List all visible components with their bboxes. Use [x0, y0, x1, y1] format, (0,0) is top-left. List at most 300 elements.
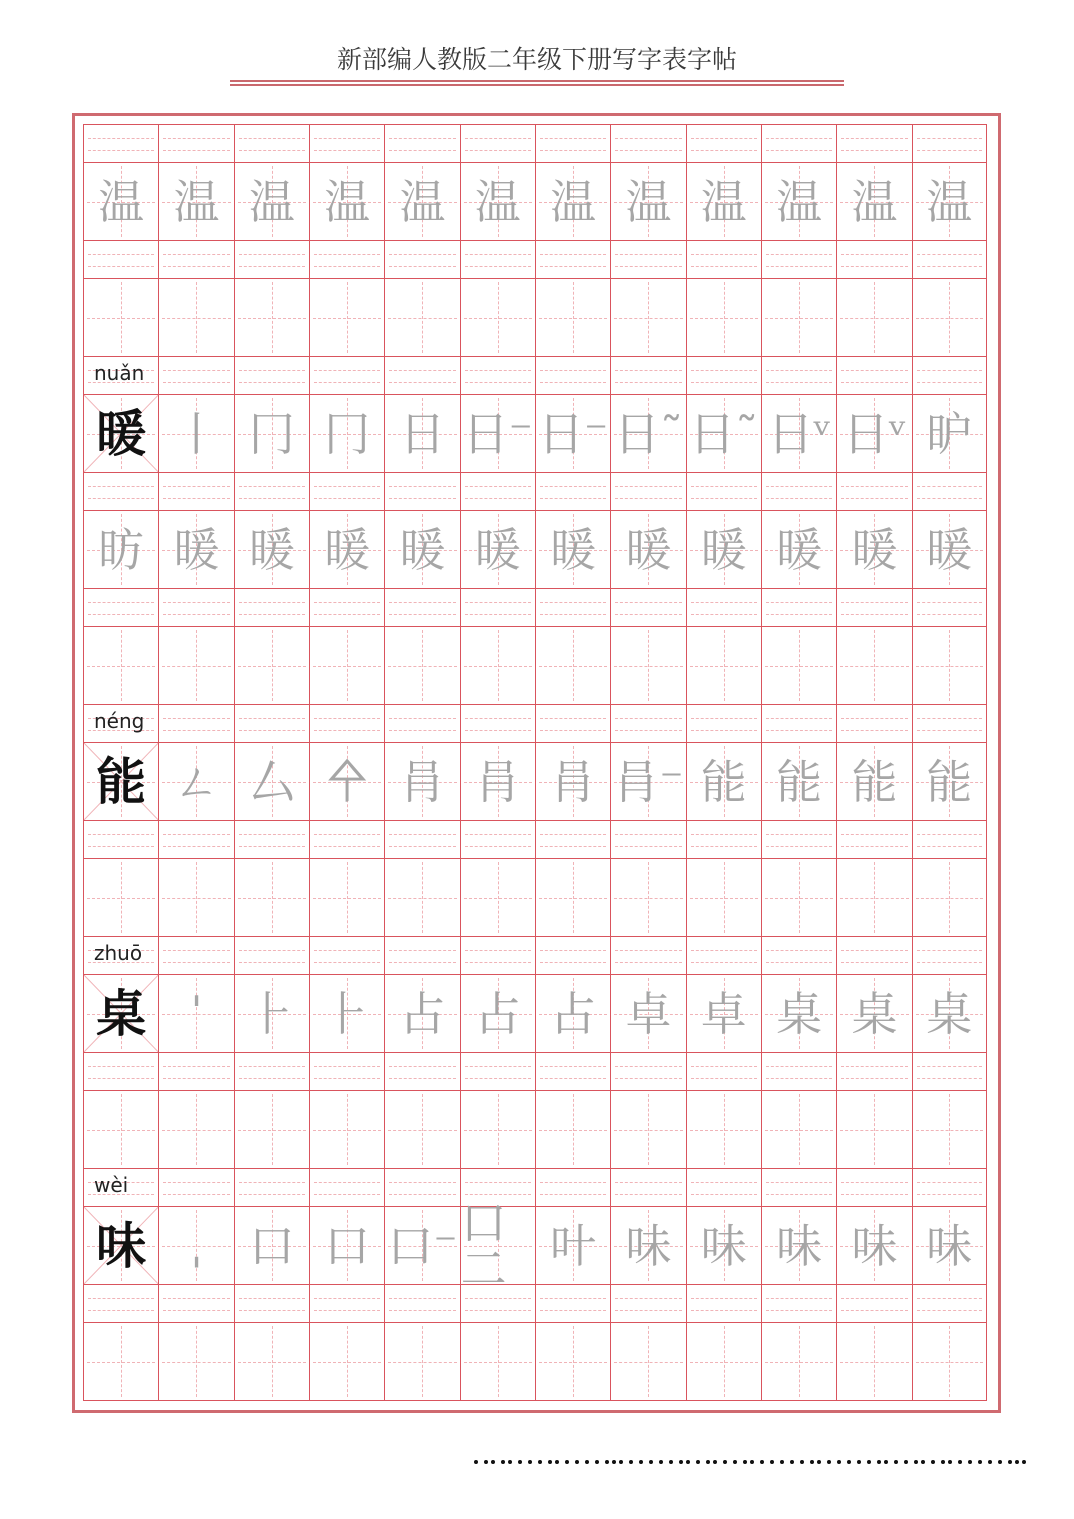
stroke-step-character: 占	[550, 986, 597, 1041]
pinyin-cell	[535, 357, 610, 394]
tianzige-cell	[535, 1323, 610, 1400]
stroke-step-character: ˈ	[190, 986, 203, 1041]
tianzige-cell	[309, 627, 384, 704]
tianzige-cell	[686, 859, 761, 936]
trace-character: 暖	[173, 522, 220, 577]
stroke-step-character: 口	[248, 1218, 295, 1273]
character-row	[83, 1322, 987, 1400]
pinyin-cell	[83, 589, 158, 626]
stroke-step-character: 味	[851, 1218, 898, 1273]
pinyin-cell	[158, 1285, 233, 1322]
trace-character: 温	[324, 174, 371, 229]
stroke-step-character: 口⁻	[387, 1218, 458, 1273]
pinyin-cell	[535, 1285, 610, 1322]
tianzige-cell	[309, 279, 384, 356]
dot	[659, 1460, 663, 1464]
title-rule-top	[230, 80, 844, 82]
row-blank	[83, 240, 987, 356]
pinyin-cell	[535, 589, 610, 626]
dot	[750, 1460, 754, 1464]
tianzige-cell	[158, 1207, 233, 1284]
tianzige-cell	[158, 395, 233, 472]
footer-dot-leader	[474, 1457, 1074, 1467]
stroke-step-character: 日	[399, 406, 446, 461]
character-row	[83, 1090, 987, 1168]
tianzige-cell	[610, 859, 685, 936]
tianzige-cell	[384, 1207, 459, 1284]
tianzige-cell	[234, 743, 309, 820]
pinyin-band	[83, 1284, 987, 1322]
pinyin-cell	[384, 241, 459, 278]
tianzige-cell	[384, 743, 459, 820]
pinyin-cell	[158, 1053, 233, 1090]
tianzige-cell	[610, 395, 685, 472]
tianzige-cell	[610, 1207, 685, 1284]
dot	[837, 1460, 841, 1464]
pinyin-cell	[384, 937, 459, 974]
trace-character: 温	[776, 174, 823, 229]
tianzige-cell	[158, 975, 233, 1052]
tianzige-cell	[460, 859, 535, 936]
tianzige-cell	[83, 511, 158, 588]
trace-character: 温	[173, 174, 220, 229]
stroke-step-character: 占	[474, 986, 521, 1041]
tianzige-cell	[158, 1091, 233, 1168]
tianzige-cell	[460, 1091, 535, 1168]
dot	[639, 1460, 643, 1464]
pinyin-cell	[83, 1285, 158, 1322]
grid-bottom-line	[83, 1400, 987, 1401]
pinyin-cell	[610, 1285, 685, 1322]
pinyin-cell	[83, 357, 158, 394]
dot	[612, 1460, 616, 1464]
tianzige-cell	[83, 975, 158, 1052]
pinyin-cell	[384, 1053, 459, 1090]
pinyin-cell	[309, 821, 384, 858]
stroke-step-character: 昈	[926, 406, 973, 461]
character-row	[83, 626, 987, 704]
pinyin-cell	[912, 937, 987, 974]
pinyin-cell	[912, 821, 987, 858]
tianzige-grid	[83, 124, 987, 1400]
pinyin-cell	[761, 241, 836, 278]
pinyin-cell	[761, 125, 836, 162]
tianzige-cell	[912, 743, 987, 820]
tianzige-cell	[234, 279, 309, 356]
tianzige-cell	[610, 1323, 685, 1400]
dot	[605, 1460, 609, 1464]
pinyin-cell	[761, 473, 836, 510]
pinyin-cell	[384, 357, 459, 394]
tianzige-cell	[912, 859, 987, 936]
tianzige-cell	[761, 859, 836, 936]
character-row	[83, 742, 987, 820]
dot	[817, 1460, 821, 1464]
tianzige-cell	[460, 395, 535, 472]
trace-character: 温	[851, 174, 898, 229]
row-trace	[83, 124, 987, 240]
pinyin-cell	[460, 821, 535, 858]
trace-character: 暖	[550, 522, 597, 577]
pinyin-cell	[83, 241, 158, 278]
tianzige-cell	[686, 627, 761, 704]
character-row	[83, 510, 987, 588]
pinyin-cell	[610, 821, 685, 858]
pinyin-band	[83, 936, 987, 974]
tianzige-cell	[309, 511, 384, 588]
pinyin-cell	[761, 705, 836, 742]
tianzige-cell	[460, 163, 535, 240]
pinyin-cell	[158, 473, 233, 510]
tianzige-cell	[535, 163, 610, 240]
tianzige-cell	[610, 975, 685, 1052]
pinyin-cell	[158, 589, 233, 626]
pinyin-cell	[384, 589, 459, 626]
tianzige-cell	[158, 627, 233, 704]
pinyin-cell	[686, 937, 761, 974]
stroke-step-character: 丨	[173, 406, 220, 461]
tianzige-cell	[234, 627, 309, 704]
stroke-step-character: 味	[926, 1218, 973, 1273]
tianzige-cell	[535, 975, 610, 1052]
tianzige-cell	[535, 1091, 610, 1168]
character-row	[83, 1195, 987, 1296]
pinyin-cell	[912, 125, 987, 162]
tianzige-cell	[686, 1323, 761, 1400]
dot	[810, 1460, 814, 1464]
pinyin-cell	[460, 241, 535, 278]
character-row	[83, 394, 987, 472]
stroke-step-character: 日ᵛ	[842, 406, 907, 461]
tianzige-cell	[761, 627, 836, 704]
tianzige-cell	[912, 1091, 987, 1168]
tianzige-cell	[234, 1207, 309, 1284]
dot	[998, 1460, 1002, 1464]
tianzige-cell	[610, 511, 685, 588]
tianzige-cell	[535, 859, 610, 936]
tianzige-cell	[83, 1207, 158, 1284]
stroke-step-character: 日˜	[689, 406, 759, 461]
dot	[585, 1460, 589, 1464]
pinyin-cell	[309, 937, 384, 974]
trace-character: 温	[700, 174, 747, 229]
pinyin-cell	[761, 1285, 836, 1322]
stroke-step-character: ⺊	[324, 986, 371, 1041]
tianzige-cell	[158, 511, 233, 588]
pinyin-cell	[836, 357, 911, 394]
tianzige-cell	[309, 975, 384, 1052]
stroke-step-character: 日˜	[613, 406, 683, 461]
row-strokes	[83, 1168, 987, 1296]
pinyin-cell	[686, 241, 761, 278]
dot	[619, 1460, 623, 1464]
tianzige-cell	[686, 395, 761, 472]
pinyin-cell	[610, 937, 685, 974]
stroke-step-character: 占	[399, 986, 446, 1041]
dot	[1008, 1460, 1012, 1464]
tianzige-cell	[686, 743, 761, 820]
row-blank	[83, 1052, 987, 1168]
pinyin-band	[83, 1052, 987, 1090]
character-row	[83, 974, 987, 1052]
pinyin-cell	[836, 125, 911, 162]
tianzige-cell	[836, 395, 911, 472]
tianzige-cell	[234, 395, 309, 472]
tianzige-cell	[384, 1091, 459, 1168]
row-trace	[83, 472, 987, 588]
pinyin-cell	[234, 241, 309, 278]
pinyin-cell	[234, 1285, 309, 1322]
stroke-step-character: 味	[625, 1218, 672, 1273]
pinyin-cell	[761, 589, 836, 626]
dot	[827, 1460, 831, 1464]
dot	[484, 1460, 488, 1464]
pinyin-cell	[384, 1285, 459, 1322]
tianzige-cell	[234, 511, 309, 588]
trace-character: 温	[550, 174, 597, 229]
trace-character: 温	[399, 174, 446, 229]
tianzige-cell	[836, 1091, 911, 1168]
tianzige-cell	[384, 279, 459, 356]
pinyin-cell	[836, 473, 911, 510]
stroke-step-character: 日⁻	[537, 406, 609, 461]
pinyin-cell	[610, 589, 685, 626]
tianzige-cell	[83, 859, 158, 936]
dot	[518, 1460, 522, 1464]
pinyin-cell	[535, 1169, 610, 1206]
pinyin-cell	[83, 1169, 158, 1206]
pinyin-label: nuǎn	[94, 361, 145, 385]
pinyin-cell	[686, 473, 761, 510]
pinyin-label: zhuō	[94, 941, 143, 965]
pinyin-cell	[535, 821, 610, 858]
pinyin-cell	[234, 589, 309, 626]
pinyin-band	[83, 588, 987, 626]
tianzige-cell	[912, 511, 987, 588]
dot	[948, 1460, 952, 1464]
tianzige-cell	[309, 743, 384, 820]
dot	[508, 1460, 512, 1464]
pinyin-cell	[83, 473, 158, 510]
tianzige-cell	[309, 395, 384, 472]
dot	[958, 1460, 962, 1464]
tianzige-cell	[761, 1207, 836, 1284]
trace-character: 暖	[700, 522, 747, 577]
dot	[528, 1460, 532, 1464]
tianzige-cell	[384, 1323, 459, 1400]
tianzige-cell	[836, 743, 911, 820]
stroke-step-character: 口二	[460, 1195, 507, 1296]
pinyin-cell	[686, 1053, 761, 1090]
pinyin-cell	[384, 473, 459, 510]
trace-character: 温	[248, 174, 295, 229]
tianzige-cell	[912, 1323, 987, 1400]
pinyin-cell	[460, 589, 535, 626]
pinyin-cell	[83, 1053, 158, 1090]
pinyin-cell	[912, 357, 987, 394]
tianzige-cell	[460, 1323, 535, 1400]
pinyin-cell	[234, 357, 309, 394]
tianzige-cell	[83, 279, 158, 356]
dot	[723, 1460, 727, 1464]
model-character: 桌	[96, 983, 147, 1043]
tianzige-cell	[761, 163, 836, 240]
stroke-step-character: ㄥ	[173, 754, 220, 809]
pinyin-cell	[83, 705, 158, 742]
pinyin-cell	[836, 589, 911, 626]
row-blank	[83, 588, 987, 704]
pinyin-band	[83, 704, 987, 742]
stroke-step-character: 卓	[700, 986, 747, 1041]
tianzige-cell	[309, 1091, 384, 1168]
pinyin-cell	[761, 1053, 836, 1090]
pinyin-cell	[912, 705, 987, 742]
dot	[501, 1460, 505, 1464]
tianzige-cell	[460, 627, 535, 704]
tianzige-cell	[761, 279, 836, 356]
pinyin-cell	[158, 937, 233, 974]
pinyin-cell	[309, 473, 384, 510]
tianzige-cell	[460, 279, 535, 356]
pinyin-cell	[234, 1053, 309, 1090]
model-character: 暖	[96, 403, 147, 463]
tianzige-cell	[535, 279, 610, 356]
stroke-step-character: 卓	[625, 986, 672, 1041]
stroke-step-character: 叶	[550, 1218, 597, 1273]
dot	[877, 1460, 881, 1464]
tianzige-cell	[460, 975, 535, 1052]
tianzige-cell	[309, 1323, 384, 1400]
pinyin-band	[83, 472, 987, 510]
dot	[743, 1460, 747, 1464]
trace-character: 暖	[926, 522, 973, 577]
stroke-step-character: 肙⁻	[613, 754, 684, 809]
pinyin-cell	[761, 937, 836, 974]
pinyin-cell	[309, 705, 384, 742]
trace-character: 暖	[474, 522, 521, 577]
pinyin-cell	[610, 241, 685, 278]
tianzige-cell	[384, 511, 459, 588]
pinyin-band	[83, 1168, 987, 1206]
tianzige-cell	[761, 511, 836, 588]
dot	[595, 1460, 599, 1464]
tianzige-cell	[610, 1091, 685, 1168]
tianzige-cell	[158, 279, 233, 356]
pinyin-cell	[761, 357, 836, 394]
pinyin-cell	[234, 937, 309, 974]
dot	[847, 1460, 851, 1464]
pinyin-cell	[309, 1285, 384, 1322]
pinyin-cell	[460, 357, 535, 394]
dot	[629, 1460, 633, 1464]
pinyin-cell	[912, 1285, 987, 1322]
dot	[649, 1460, 653, 1464]
pinyin-cell	[836, 1053, 911, 1090]
tianzige-cell	[610, 627, 685, 704]
pinyin-cell	[912, 1053, 987, 1090]
pinyin-cell	[836, 1285, 911, 1322]
dot	[867, 1460, 871, 1464]
pinyin-label: néng	[94, 709, 145, 733]
dot	[1015, 1460, 1019, 1464]
pinyin-cell	[686, 1285, 761, 1322]
tianzige-cell	[535, 627, 610, 704]
stroke-step-character: 能	[776, 754, 823, 809]
trace-character: 暖	[851, 522, 898, 577]
tianzige-cell	[761, 743, 836, 820]
pinyin-cell	[535, 937, 610, 974]
dot	[555, 1460, 559, 1464]
dot	[968, 1460, 972, 1464]
dot	[790, 1460, 794, 1464]
pinyin-cell	[610, 705, 685, 742]
pinyin-cell	[460, 125, 535, 162]
tianzige-cell	[836, 627, 911, 704]
stroke-step-character: ˌ	[190, 1218, 203, 1273]
pinyin-cell	[234, 473, 309, 510]
pinyin-cell	[384, 705, 459, 742]
tianzige-cell	[912, 163, 987, 240]
tianzige-cell	[836, 859, 911, 936]
row-strokes	[83, 704, 987, 820]
dot	[857, 1460, 861, 1464]
tianzige-cell	[686, 975, 761, 1052]
pinyin-cell	[83, 821, 158, 858]
stroke-step-character: 日⁻	[462, 406, 533, 461]
dot	[679, 1460, 683, 1464]
stroke-step-character: 肙	[474, 754, 521, 809]
pinyin-cell	[158, 1169, 233, 1206]
tianzige-cell	[836, 163, 911, 240]
trace-character: 温	[926, 174, 973, 229]
pinyin-cell	[309, 125, 384, 162]
dot	[491, 1460, 495, 1464]
stroke-step-character: 厶	[248, 754, 295, 809]
pinyin-cell	[309, 241, 384, 278]
tianzige-cell	[912, 395, 987, 472]
pinyin-cell	[384, 125, 459, 162]
pinyin-cell	[234, 705, 309, 742]
character-row	[83, 278, 987, 356]
pinyin-cell	[761, 821, 836, 858]
tianzige-cell	[912, 975, 987, 1052]
pinyin-cell	[158, 821, 233, 858]
pinyin-cell	[535, 473, 610, 510]
tianzige-cell	[686, 1207, 761, 1284]
dot	[548, 1460, 552, 1464]
pinyin-band	[83, 356, 987, 394]
pinyin-cell	[234, 821, 309, 858]
pinyin-cell	[234, 125, 309, 162]
page-title: 新部编人教版二年级下册写字表字帖	[336, 45, 737, 74]
tianzige-cell	[761, 1323, 836, 1400]
tianzige-cell	[535, 743, 610, 820]
pinyin-cell	[686, 589, 761, 626]
pinyin-cell	[836, 241, 911, 278]
dot	[780, 1460, 784, 1464]
tianzige-cell	[836, 279, 911, 356]
dot	[565, 1460, 569, 1464]
pinyin-cell	[460, 937, 535, 974]
stroke-step-character: 日ᵛ	[767, 406, 831, 461]
dot	[575, 1460, 579, 1464]
pinyin-cell	[686, 1169, 761, 1206]
dot	[538, 1460, 542, 1464]
pinyin-cell	[83, 937, 158, 974]
pinyin-cell	[912, 241, 987, 278]
pinyin-cell	[610, 1053, 685, 1090]
pinyin-cell	[158, 705, 233, 742]
